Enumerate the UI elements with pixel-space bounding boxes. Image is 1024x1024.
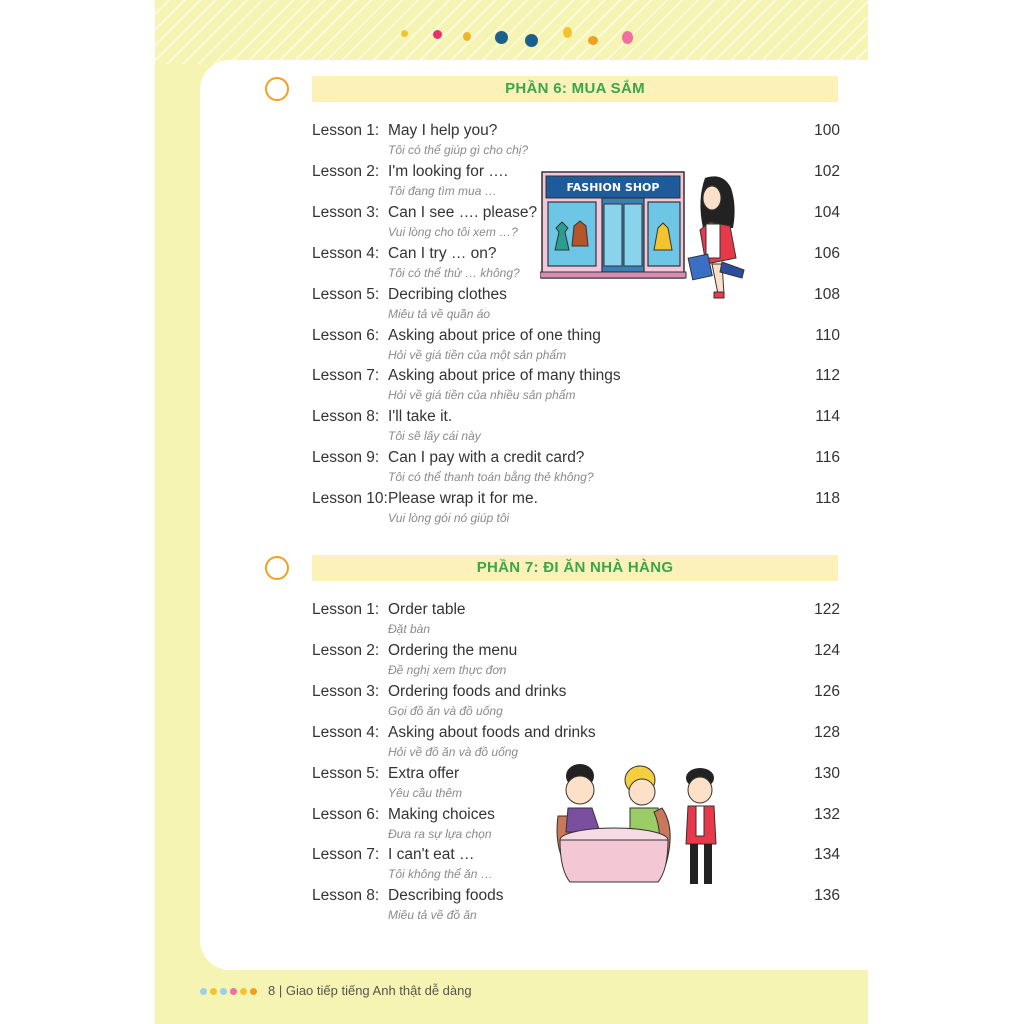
lesson-entry [312,490,840,530]
lesson-number: Lesson 3: [312,682,380,700]
section-header [312,76,838,102]
lesson-number: Lesson 6: [312,326,380,344]
section-ring-icon [265,77,289,101]
lesson-entry [312,408,840,448]
lesson-number: Lesson 8: [312,408,380,426]
lesson-subtitle: Đặt bàn [388,622,431,636]
lesson-page-number: 114 [815,408,840,426]
lesson-number: Lesson 4: [312,723,380,741]
lesson-title: Ordering foods and drinks [388,682,567,700]
lesson-page-number: 132 [814,805,840,823]
lesson-number: Lesson 6: [312,805,380,823]
lesson-number: Lesson 2: [312,641,380,659]
lesson-title: I'm looking for …. [388,162,509,180]
lesson-page-number: 134 [814,846,840,864]
lesson-subtitle: Tôi có thể thanh toán bằng thẻ không? [388,470,594,485]
lesson-number: Lesson 7: [312,367,380,385]
lesson-page-number: 106 [814,244,840,262]
lesson-entry [312,449,840,489]
lesson-page-number: 118 [815,490,840,508]
deco-dot [525,34,538,47]
deco-dot [588,36,598,45]
lesson-subtitle: Miêu tả về quần áo [388,306,491,321]
lesson-title: Extra offer [388,764,460,782]
lesson-title: Making choices [388,805,495,823]
lesson-subtitle: Hỏi về giá tiền của một sản phẩm [388,347,567,362]
lesson-number: Lesson 8: [312,887,380,905]
footer-dot [220,988,227,995]
lesson-title: Decribing clothes [388,285,507,303]
deco-dot [563,27,572,38]
lesson-page-number: 104 [814,203,840,221]
footer-text: 8 | Giao tiếp tiếng Anh thật dễ dàng [268,983,472,998]
lesson-subtitle: Hỏi về đồ ăn và đồ uống [388,744,519,759]
lesson-subtitle: Đưa ra sự lựa chọn [388,826,492,841]
lesson-subtitle: Tôi có thể giúp gì cho chị? [388,143,529,157]
lesson-page-number: 108 [814,285,840,303]
lesson-number: Lesson 3: [312,203,380,221]
lesson-number: Lesson 2: [312,162,380,180]
lesson-entry [312,327,840,367]
lesson-page-number: 110 [815,326,840,344]
lesson-title: Can I try … on? [388,244,497,262]
lesson-number: Lesson 1: [312,601,380,618]
lesson-entry [312,601,840,641]
lesson-entry [312,642,840,682]
lesson-title: May I help you? [388,122,498,139]
lesson-subtitle: Hỏi về giá tiền của nhiều sản phẩm [388,388,576,403]
lesson-page-number: 128 [814,723,840,741]
lesson-subtitle: Đề nghị xem thực đơn [388,662,507,677]
section-title: PHẦN 7: ĐI ĂN NHÀ HÀNG [476,559,674,576]
lesson-title: Asking about price of many things [388,367,621,385]
lesson-title: Please wrap it for me. [388,490,538,508]
footer-dot [210,988,217,995]
lesson-title: Asking about foods and drinks [388,723,596,741]
lesson-entry [312,683,840,723]
lesson-page-number: 126 [814,682,840,700]
lesson-number: Lesson 5: [312,285,380,303]
lesson-page-number: 100 [814,122,840,139]
lesson-subtitle: Tôi đang tìm mua … [388,183,497,198]
lesson-title: I'll take it. [388,408,453,426]
footer-dot [250,988,257,995]
footer-dot [200,988,207,995]
section-title: PHẦN 6: MUA SẮM [505,80,645,97]
lesson-page-number: 136 [814,887,840,905]
lesson-title: Can I pay with a credit card? [388,449,585,467]
deco-dot [495,31,508,44]
deco-dot [622,31,633,44]
lesson-number: Lesson 5: [312,764,380,782]
header-stripes [155,0,868,64]
lesson-title: Asking about price of one thing [388,326,601,344]
restaurant-illustration [550,758,730,890]
content-card [200,60,868,970]
footer-dot [230,988,237,995]
section-ring-icon [265,556,289,580]
lesson-title: Order table [388,601,466,618]
lesson-number: Lesson 7: [312,846,380,864]
lesson-subtitle: Tôi không thể ăn … [388,867,493,882]
book-page [155,0,868,1024]
lesson-title: Describing foods [388,887,504,905]
deco-dot [401,30,408,37]
lesson-page-number: 102 [814,162,840,180]
lesson-page-number: 122 [814,601,840,618]
lesson-number: Lesson 4: [312,244,380,262]
lesson-title: Ordering the menu [388,641,518,659]
lesson-entry [312,887,840,927]
fashion-shop-illustration [540,168,746,304]
lesson-subtitle: Tôi sẽ lấy cái này [388,429,481,444]
lesson-entry [312,122,840,162]
deco-dot [433,30,442,39]
lesson-page-number: 116 [815,449,840,467]
lesson-subtitle: Yêu cầu thêm [388,785,463,800]
lesson-page-number: 124 [814,641,840,659]
lesson-number: Lesson 10: [312,490,388,508]
footer-dot [240,988,247,995]
deco-dot [463,32,471,41]
lesson-page-number: 112 [815,367,840,385]
lesson-number: Lesson 1: [312,122,380,139]
lesson-subtitle: Tôi có thể thử … không? [388,265,520,280]
lesson-number: Lesson 9: [312,449,380,467]
lesson-subtitle: Vui lòng cho tôi xem …? [388,224,518,239]
lesson-title: Can I see …. please? [388,203,538,221]
section-header [312,555,838,581]
lesson-entry [312,367,840,407]
lesson-title: I can't eat … [388,846,475,864]
lesson-subtitle: Gọi đồ ăn và đồ uống [388,703,503,718]
shop-sign-text: FASHION SHOP [566,181,660,194]
lesson-subtitle: Miêu tả về đồ ăn [388,908,477,923]
lesson-subtitle: Vui lòng gói nó giúp tôi [388,511,510,526]
lesson-page-number: 130 [814,764,840,782]
